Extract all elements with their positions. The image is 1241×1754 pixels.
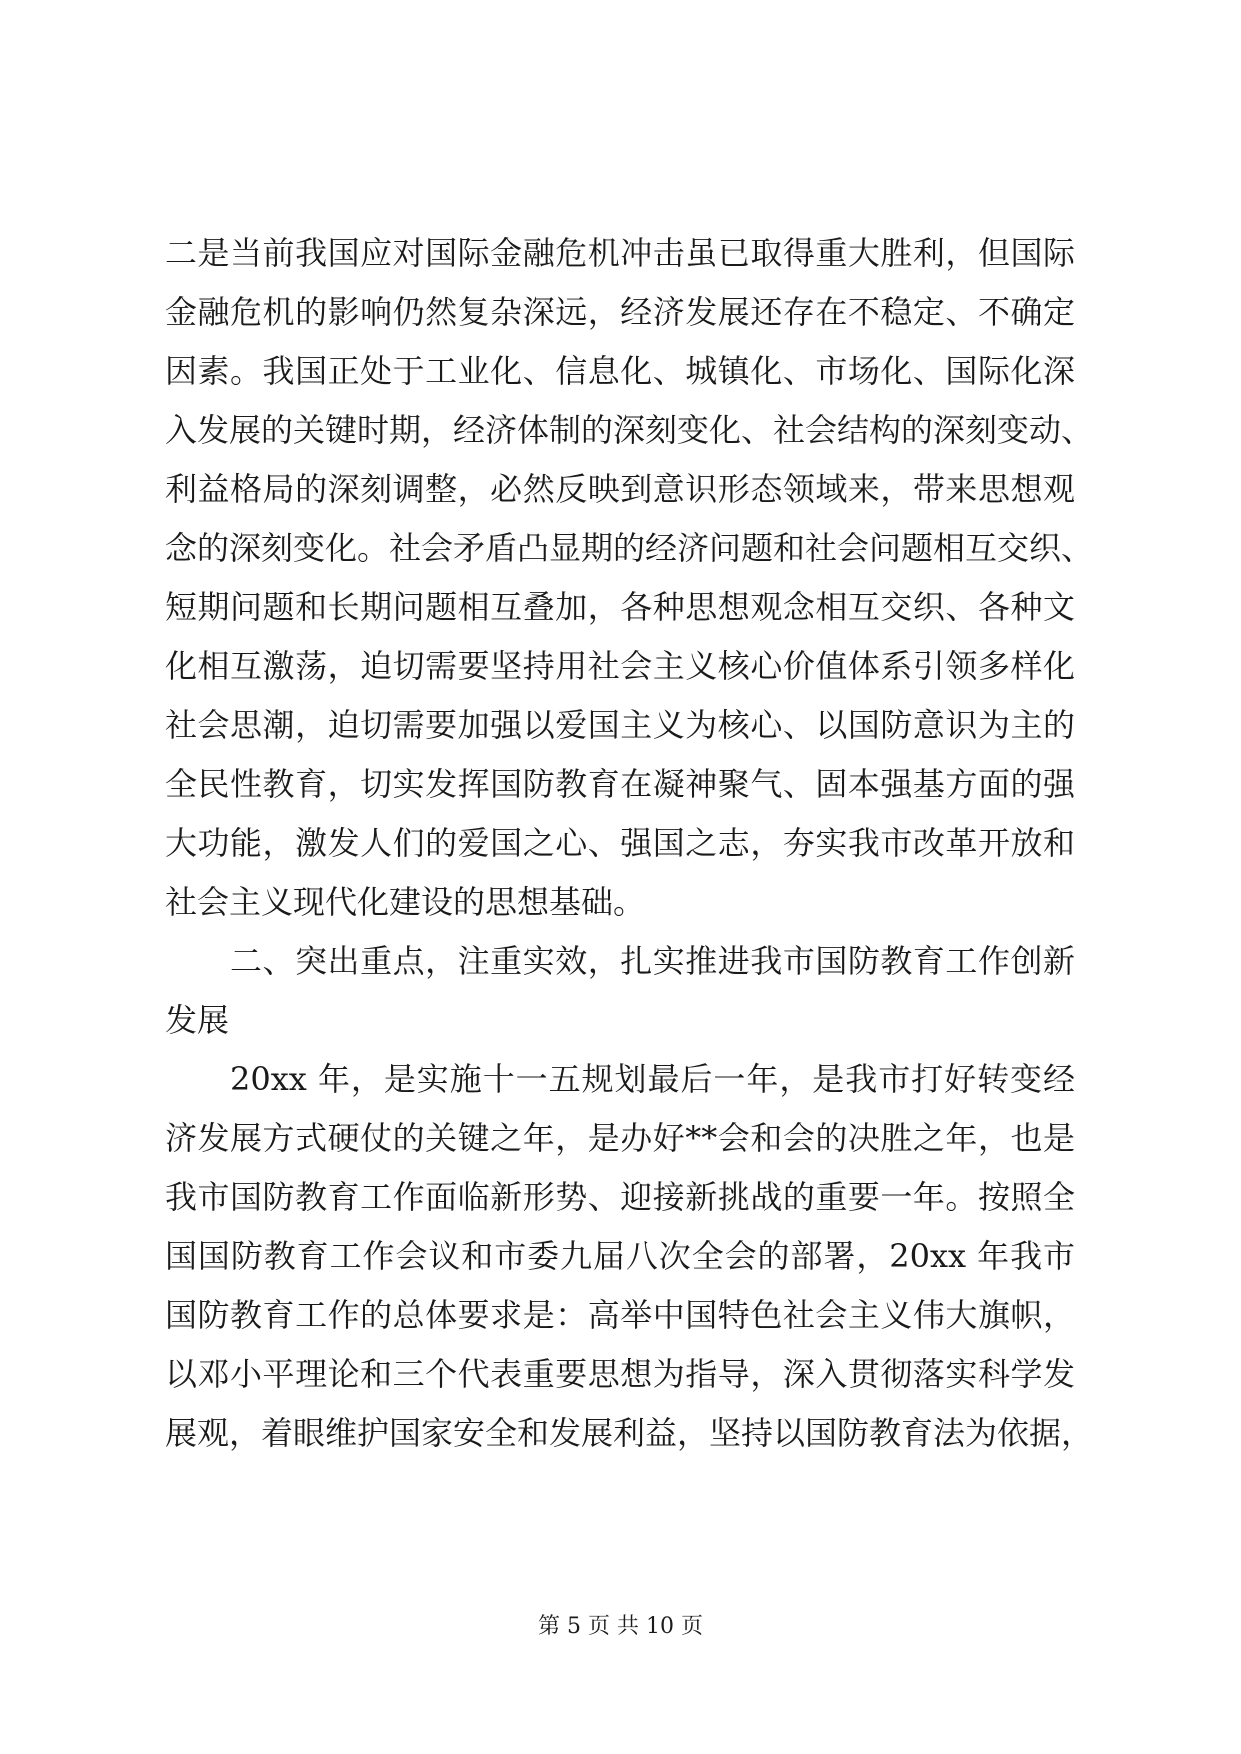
paragraph-line: 念的深刻变化。社会矛盾凸显期的经济问题和社会问题相互交织、: [165, 529, 1094, 567]
paragraph-line: 全民性教育，切实发挥国防教育在凝神聚气、固本强基方面的强: [165, 765, 1075, 803]
paragraph-line: 二是当前我国应对国际金融危机冲击虽已取得重大胜利，但国际: [165, 234, 1075, 272]
section-heading-line: 二、突出重点，注重实效，扎实推进我市国防教育工作创新: [230, 942, 1075, 980]
paragraph-line: 入发展的关键时期，经济体制的深刻变化、社会结构的深刻变动、: [165, 411, 1094, 449]
paragraph-line: 因素。我国正处于工业化、信息化、城镇化、市场化、国际化深: [165, 352, 1075, 390]
paragraph-line: 以邓小平理论和三个代表重要思想为指导，深入贯彻落实科学发: [165, 1355, 1075, 1393]
page-number-footer: 第 5 页 共 10 页: [538, 1614, 703, 1639]
paragraph-line: 20xx 年，是实施十一五规划最后一年，是我市打好转变经: [230, 1060, 1075, 1098]
paragraph-line: 国防教育工作的总体要求是：高举中国特色社会主义伟大旗帜，: [165, 1296, 1075, 1334]
paragraph-line: 短期问题和长期问题相互叠加，各种思想观念相互交织、各种文: [165, 588, 1075, 626]
paragraph-line: 社会思潮，迫切需要加强以爱国主义为核心、以国防意识为主的: [165, 706, 1075, 744]
paragraph-line: 国国防教育工作会议和市委九届八次全会的部署，20xx 年我市: [165, 1237, 1075, 1275]
section-heading-line: 发展: [165, 1001, 230, 1039]
paragraph-line: 社会主义现代化建设的思想基础。: [165, 883, 646, 921]
paragraph-line: 大功能，激发人们的爱国之心、强国之志，夯实我市改革开放和: [165, 824, 1075, 862]
paragraph-line: 展观，着眼维护国家安全和发展利益，坚持以国防教育法为依据，: [165, 1414, 1094, 1452]
paragraph-line: 济发展方式硬仗的关键之年，是办好**会和会的决胜之年，也是: [165, 1119, 1075, 1157]
paragraph-line: 化相互激荡，迫切需要坚持用社会主义核心价值体系引领多样化: [165, 647, 1075, 685]
paragraph-line: 我市国防教育工作面临新形势、迎接新挑战的重要一年。按照全: [165, 1178, 1075, 1216]
paragraph-line: 金融危机的影响仍然复杂深远，经济发展还存在不稳定、不确定: [165, 293, 1075, 331]
paragraph-line: 利益格局的深刻调整，必然反映到意识形态领域来，带来思想观: [165, 470, 1075, 508]
